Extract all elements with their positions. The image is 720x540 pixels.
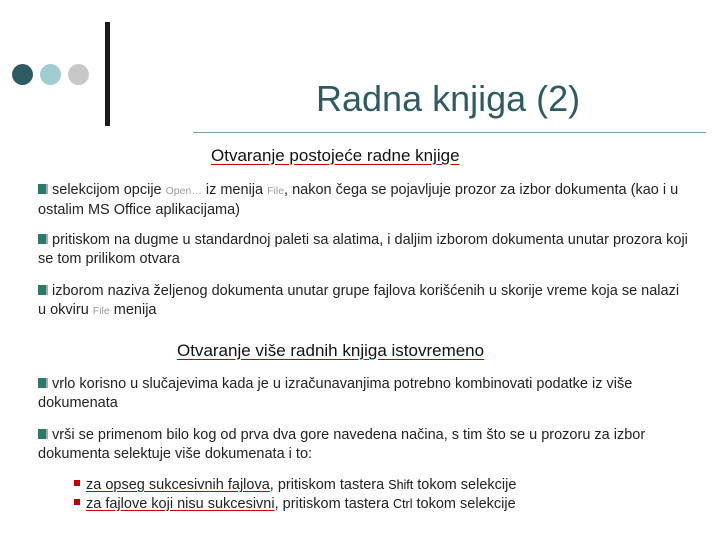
decorative-dots [12, 64, 89, 85]
square-bullet-icon [74, 499, 80, 505]
bullet-icon [38, 378, 48, 388]
dot-gray [68, 64, 89, 85]
slide-title: Radna knjiga (2) [316, 78, 581, 119]
key-shift: Shift [388, 478, 414, 492]
menu-option-open: Open… [165, 185, 202, 197]
dot-light [40, 64, 61, 85]
bullet-icon [38, 429, 48, 439]
key-ctrl: Ctrl [393, 497, 413, 511]
square-bullet-icon [74, 480, 80, 486]
subbullet-shift: za opseg sukcesivnih fajlova, pritiskom tastera Shift tokom selekcije [74, 476, 516, 495]
menu-file: File [92, 305, 110, 317]
menu-file: File [267, 185, 285, 197]
bullet-icon [38, 234, 48, 244]
subbullet-ctrl: za fajlove koji nisu sukcesivni, pritiskom tastera Ctrl tokom selekcije [74, 495, 516, 514]
bullet-multi-how: vrši se primenom bilo kog od prva dva gore navedena načina, s tim što se u prozoru za izbor dokumenta selektuje više dokumenata i to: [38, 427, 646, 462]
title-underline [193, 132, 706, 133]
bullet-open-toolbar: pritiskom na dugme u standardnoj paleti sa alatima, i daljim izborom dokumenta unutar prozora koji se tom prilikom otvara [38, 232, 688, 267]
vertical-divider [105, 22, 110, 126]
section-heading-multiple: Otvaranje više radnih knjiga istovremeno [177, 341, 485, 360]
bullet-multi-useful: vrlo korisno u slučajevima kada je u izračunavanjima potrebno kombinovati podatke iz više dokumenata [38, 376, 633, 411]
dot-dark [12, 64, 33, 85]
bullet-open-menu: selekcijom opcije Open… iz menija File, nakon čega se pojavljuje prozor za izbor dokumenta (kao i u ostalim MS Office aplikacijama) [38, 182, 679, 218]
link-non-successive-files: za fajlove koji nisu sukcesivni [86, 496, 275, 512]
link-successive-files: za opseg sukcesivnih fajlova [86, 477, 270, 493]
bullet-icon [38, 285, 48, 295]
bullet-open-recent: izborom naziva željenog dokumenta unutar grupe fajlova korišćenih u skorije vreme koja se nalazi u okviru File menija [38, 283, 680, 318]
section-heading-open: Otvaranje postojeće radne knjige [211, 146, 460, 165]
bullet-icon [38, 184, 48, 194]
